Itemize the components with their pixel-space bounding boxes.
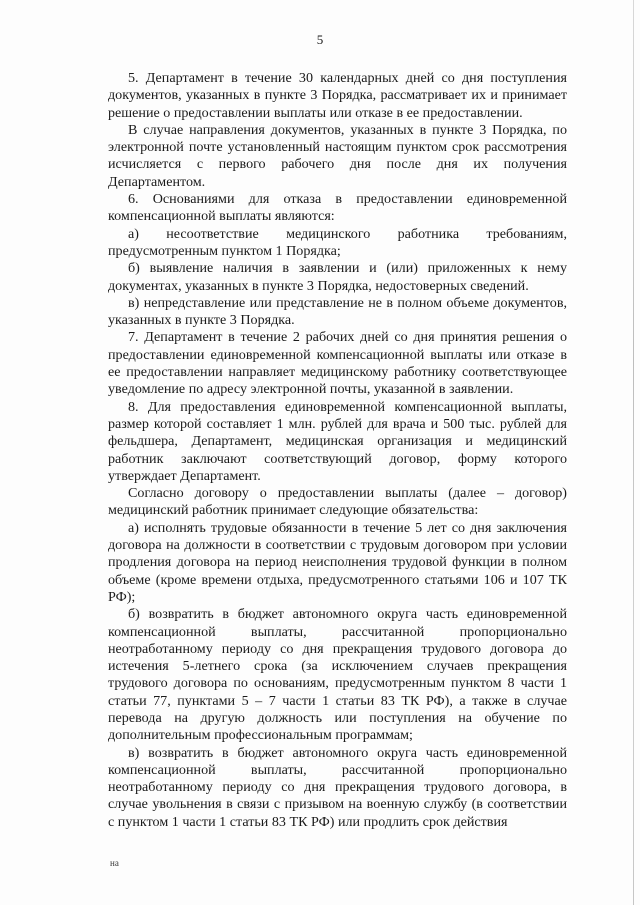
paragraph-6-b: б) выявление наличия в заявлении и (или) приложенных к нему документах, указанных в пункте 3 Порядка, недостоверных сведений.	[108, 260, 567, 294]
paragraph-7: 7. Департамент в течение 2 рабочих дней со дня принятия решения о предоставлении единовременной компенсационной выплаты или отказе в ее предоставлении направляет медицинскому работнику соответствующее уведомление по адресу электронной почты, указанной в заявлении.	[108, 329, 567, 398]
paragraph-5: 5. Департамент в течение 30 календарных дней со дня поступления документов, указанных в пункте 3 Порядка, рассматривает их и принимает решение о предоставлении выплаты или отказе в ее предоставлении.	[108, 70, 567, 121]
paragraph-8: 8. Для предоставления единовременной компенсационной выплаты, размер которой составляет 1 млн. рублей для врача и 500 тыс. рублей для фельдшера, Департамент, медицинская организация и медицинский работник заключают соответствующий договор, форму которого утверждает Департамент.	[108, 398, 567, 484]
paragraph-5-email-note: В случае направления документов, указанных в пункте 3 Порядка, по электронной почте установленный настоящим пунктом срок рассмотрения исчисляется с первого рабочего дня после дня их получения Департаментом.	[108, 121, 567, 190]
page-footer-continuation: на	[110, 858, 119, 868]
scan-edge	[633, 0, 634, 905]
paragraph-8-contract: Согласно договору о предоставлении выплаты (далее – договор) медицинский работник принимает следующие обязательства:	[108, 485, 567, 519]
paragraph-6-a: а) несоответствие медицинского работника требованиям, предусмотренным пунктом 1 Порядка;	[108, 225, 567, 259]
paragraph-8-b: б) возвратить в бюджет автономного округа часть единовременной компенсационной выплаты, рассчитанной пропорционально неотработанному периоду со дня прекращения трудового договора до истечения 5-летнего срока (за исключением случаев прекращения трудового договора по основаниям, предусмотренным пунктом 8 части 1 статьи 77, пунктами 5 – 7 части 1 статьи 83 ТК РФ), а также в случае перевода на другую должность или поступления на обучение по дополнительным профессиональным программам;	[108, 606, 567, 744]
document-body	[108, 70, 567, 831]
paragraph-6-v: в) непредставление или представление не в полном объеме документов, указанных в пункте 3 Порядка.	[108, 294, 567, 329]
page-number: 5	[316, 32, 324, 47]
paragraph-8-a: а) исполнять трудовые обязанности в течение 5 лет со дня заключения договора на должности в соответствии с трудовым договором при условии продления договора на период неисполнения трудовой функции в полном объеме (кроме времени отдыха, предусмотренного статьями 106 и 107 ТК РФ);	[108, 519, 567, 605]
paragraph-6: 6. Основаниями для отказа в предоставлении единовременной компенсационной выплаты являются:	[108, 191, 567, 225]
paragraph-8-v: в) возвратить в бюджет автономного округа часть единовременной компенсационной выплаты, рассчитанной пропорционально неотработанному периоду со дня прекращения трудового договора, в случае увольнения в связи с призывом на военную службу (в соответствии с пунктом 1 части 1 статьи 83 ТК РФ) или продлить срок действия	[108, 744, 567, 830]
